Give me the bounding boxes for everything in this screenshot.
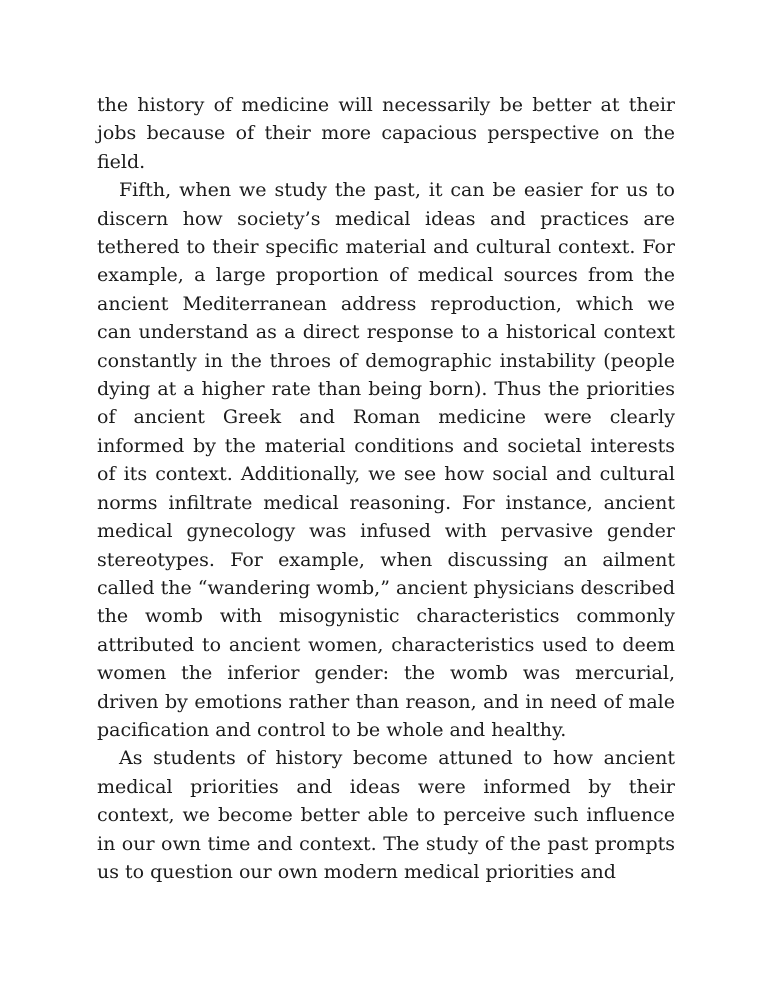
paragraph-continuation: the history of medicine will necessarily be better at their jobs because of their more capacious perspective on the field. [97,94,675,173]
document-page [97,91,675,886]
paragraph-students-of-history: As students of history become attuned to how ancient medical priorities and ideas were informed by their context, we become better able to perceive such influence in our own time and context. The study of the past prompts us to question our own modern medical priorities and [97,747,675,883]
paragraph-fifth-point: Fifth, when we study the past, it can be easier for us to discern how society’s medical ideas and practices are tethered to their specific material and cultural context. For example, a large proportion of medical sources from the ancient Mediterranean address reproduction, which we can understand as a direct response to a historical context constantly in the throes of demographic instability (people dying at a higher rate than being born). Thus the priorities of ancient Greek and Roman medicine were clearly informed by the material conditions and societal interests of its context. Additionally, we see how social and cultural norms infiltrate medical reasoning. For instance, ancient medical gynecology was infused with pervasive gender stereotypes. For example, when discussing an ailment called the “wandering womb,” ancient physicians described the womb with misogynistic characteristics commonly attributed to ancient women, characteristics used to deem women the inferior gender: the womb was mercurial, driven by emotions rather than reason, and in need of male pacification and control to be whole and healthy. [97,179,675,741]
